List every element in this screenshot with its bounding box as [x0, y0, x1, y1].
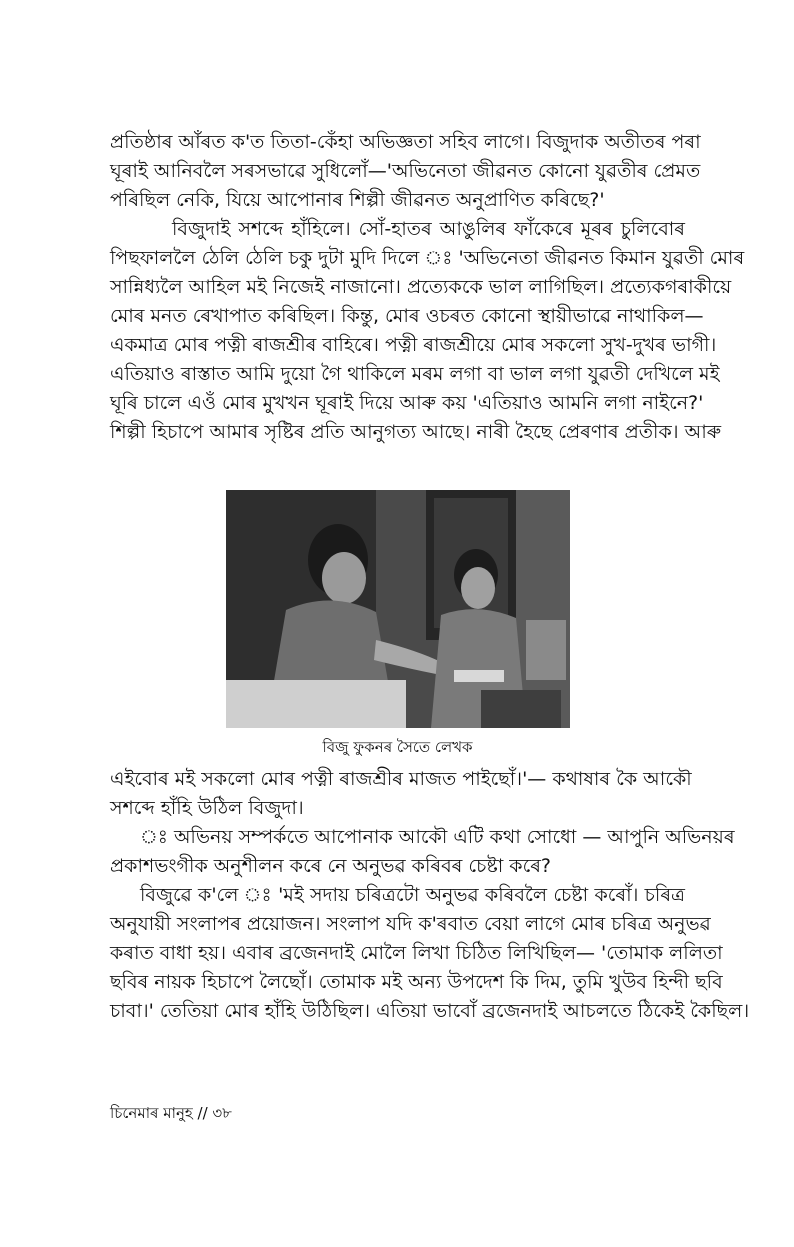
text-line: প্ৰকাশভংগীক অনুশীলন কৰে নে অনুভৱ কৰিবৰ চেষ্টা কৰে? — [110, 855, 552, 877]
text-line: সশব্দে হাঁহি উঠিল বিজুদা। — [110, 797, 304, 819]
text-line: ঘূৰি চালে এওঁ মোৰ মুখখন ঘূৰাই দিয়ে আৰু কয় 'এতিয়াও আমনি লগা নাইনে?' — [110, 392, 704, 414]
text-line: বিজুদাই সশব্দে হাঁহিলে। সোঁ-হাতৰ আঙুলিৰ ফাঁকেৰে মূৰৰ চুলিবোৰ — [172, 218, 685, 240]
text-line: এতিয়াও ৰাস্তাত আমি দুয়ো গৈ থাকিলে মৰম লগা বা ভাল লগা যুৱতী দেখিলে মই — [110, 363, 720, 385]
text-block-top — [110, 128, 745, 447]
text-line: প্ৰতিষ্ঠাৰ আঁৰত ক'ত তিতা-কেঁহা অভিজ্ঞতা সহিব লাগে। বিজুদাক অতীতৰ পৰা — [110, 131, 701, 153]
text-line: মোৰ মনত ৰেখাপাত কৰিছিল। কিন্তু, মোৰ ওচৰত কোনো স্থায়ীভাৱে নাথাকিল— — [110, 305, 704, 327]
text-line: চাবা।' তেতিয়া মোৰ হাঁহি উঠিছিল। এতিয়া ভাবোঁ ব্ৰজেনদাই আচলতে ঠিকেই কৈছিল। — [110, 1000, 750, 1022]
text-block-bottom — [110, 765, 750, 1026]
text-line: এইবোৰ মই সকলো মোৰ পত্নী ৰাজশ্ৰীৰ মাজত পাইছোঁ।'— কথাষাৰ কৈ আকৌ — [110, 768, 692, 790]
text-line: পৰিছিল নেকি, যিয়ে আপোনাৰ শিল্পী জীৱনত অনুপ্ৰাণিত কৰিছে?' — [110, 189, 605, 211]
text-line: ঃ অভিনয় সম্পৰ্কতে আপোনাক আকৌ এটি কথা সোধো — আপুনি অভিনয়ৰ — [140, 826, 735, 848]
text-line: ঘূৰাই আনিবলৈ সৰসভাৱে সুধিলোঁ—'অভিনেতা জীৱনত কোনো যুৱতীৰ প্ৰেমত — [110, 160, 701, 182]
photograph — [226, 490, 570, 728]
text-line: একমাত্ৰ মোৰ পত্নী ৰাজশ্ৰীৰ বাহিৰে। পত্নী ৰাজশ্ৰীয়ে মোৰ সকলো সুখ-দুখৰ ভাগী। — [110, 334, 717, 356]
text-line: সান্নিধ্যলৈ আহিল মই নিজেই নাজানো। প্ৰত্যেককে ভাল লাগিছিল। প্ৰত্যেকগৰাকীয়ে — [110, 276, 732, 298]
text-line: কৰাত বাধা হয়। এবাৰ ব্ৰজেনদাই মোলৈ লিখা চিঠিত লিখিছিল— 'তোমাক ললিতা — [110, 942, 723, 964]
page-footer: চিনেমাৰ মানুহ // ৩৮ — [110, 1104, 232, 1122]
text-line: বিজুৱে ক'লে ঃ 'মই সদায় চৰিত্ৰটো অনুভৱ কৰিবলৈ চেষ্টা কৰোঁ। চৰিত্ৰ — [140, 884, 685, 906]
photo-illustration — [226, 490, 570, 728]
text-line: অনুযায়ী সংলাপৰ প্ৰয়োজন। সংলাপ যদি ক'ৰবাত বেয়া লাগে মোৰ চৰিত্ৰ অনুভৱ — [110, 913, 711, 935]
text-line: ছবিৰ নায়ক হিচাপে লৈছোঁ। তোমাক মই অন্য উপদেশ কি দিম, তুমি খুউব হিন্দী ছবি — [110, 971, 723, 993]
text-line: পিছফাললৈ ঠেলি ঠেলি চকু দুটা মুদি দিলে ঃ 'অভিনেতা জীৱনত কিমান যুৱতী মোৰ — [110, 247, 745, 269]
text-line: শিল্পী হিচাপে আমাৰ সৃষ্টিৰ প্ৰতি আনুগত্য আছে। নাৰী হৈছে প্ৰেৰণাৰ প্ৰতীক। আৰু — [110, 421, 722, 443]
photo-caption: বিজু ফুকনৰ সৈতে লেখক — [322, 738, 473, 756]
